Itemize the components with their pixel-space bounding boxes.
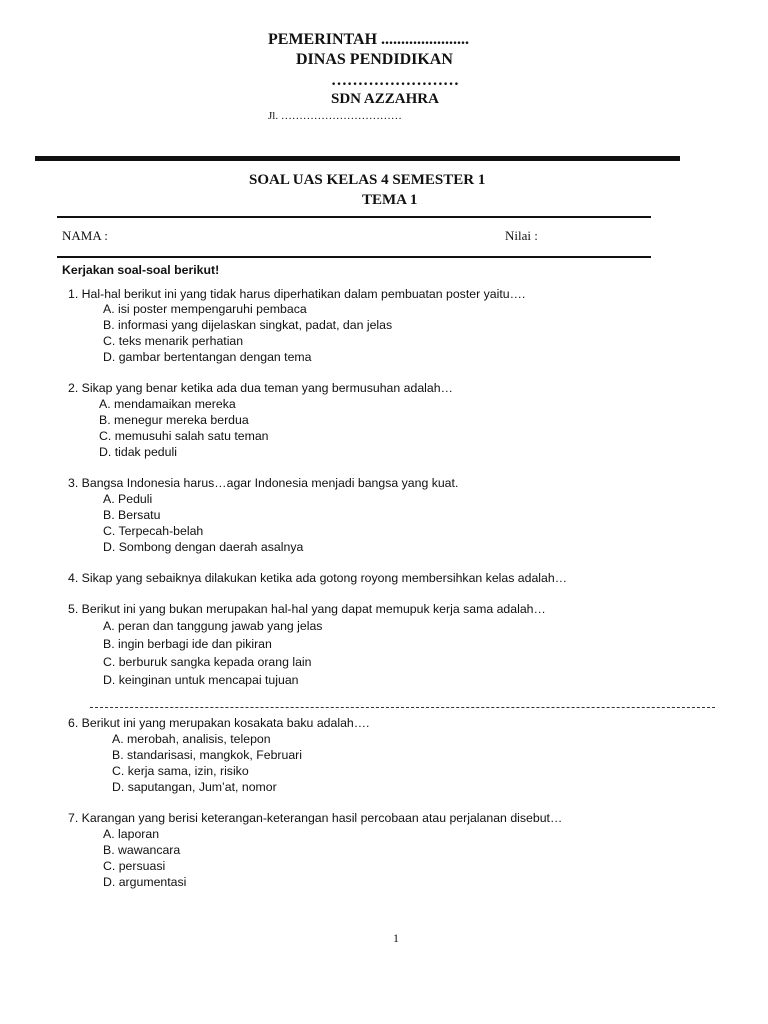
letterhead-rule — [35, 156, 680, 161]
question-4: 4. Sikap yang sebaiknya dilakukan ketika ada gotong royong membersihkan kelas adalah… — [68, 571, 568, 585]
q5-option-b: B. ingin berbagi ide dan pikiran — [103, 637, 272, 651]
q2-option-c: C. memusuhi salah satu teman — [99, 429, 269, 443]
q2-option-d: D. tidak peduli — [99, 445, 177, 459]
exam-subtitle: TEMA 1 — [362, 192, 418, 208]
question-1: 1. Hal-hal berikut ini yang tidak harus diperhatikan dalam pembuatan poster yaitu…. — [68, 287, 526, 301]
question-2: 2. Sikap yang benar ketika ada dua teman yang bermusuhan adalah… — [68, 381, 453, 395]
q7-option-c: C. persuasi — [103, 859, 166, 873]
q6-option-a: A. merobah, analisis, telepon — [112, 732, 271, 746]
q7-option-a: A. laporan — [103, 827, 160, 841]
q1-option-c: C. teks menarik perhatian — [103, 334, 244, 348]
header-government: PEMERINTAH ...................... — [268, 31, 470, 48]
score-label: Nilai : — [505, 228, 538, 243]
q5-option-a: A. peran dan tanggung jawab yang jelas — [103, 619, 323, 633]
q3-option-c: C. Terpecah-belah — [103, 524, 204, 538]
question-3: 3. Bangsa Indonesia harus…agar Indonesia menjadi bangsa yang kuat. — [68, 476, 459, 490]
q7-option-b: B. wawancara — [103, 843, 181, 857]
name-label: NAMA : — [62, 228, 108, 243]
q3-option-d: D. Sombong dengan daerah asalnya — [103, 540, 304, 554]
question-7: 7. Karangan yang berisi keterangan-keterangan hasil percobaan atau perjalanan disebut… — [68, 811, 563, 825]
header-school: SDN AZZAHRA — [331, 91, 439, 107]
q3-option-b: B. Bersatu — [103, 508, 161, 522]
exam-title: SOAL UAS KELAS 4 SEMESTER 1 — [249, 172, 486, 188]
header-dots: …………………… — [331, 72, 459, 89]
header-address: Jl. …………………………… — [268, 110, 402, 122]
header-department: DINAS PENDIDIKAN — [296, 51, 453, 68]
page-number: 1 — [393, 931, 399, 945]
q1-option-b: B. informasi yang dijelaskan singkat, padat, dan jelas — [103, 318, 393, 332]
question-6: 6. Berikut ini yang merupakan kosakata baku adalah…. — [68, 716, 370, 730]
q1-option-a: A. isi poster mempengaruhi pembaca — [103, 302, 307, 316]
q7-option-d: D. argumentasi — [103, 875, 187, 889]
q6-option-d: D. saputangan, Jum’at, nomor — [112, 780, 277, 794]
q3-option-a: A. Peduli — [103, 492, 153, 506]
q6-option-c: C. kerja sama, izin, risiko — [112, 764, 249, 778]
q5-option-c: C. berburuk sangka kepada orang lain — [103, 655, 312, 669]
name-box-top-rule — [57, 216, 651, 218]
name-box-bottom-rule — [57, 256, 651, 258]
q2-option-a: A. mendamaikan mereka — [99, 397, 236, 411]
dashed-separator — [90, 707, 715, 708]
q5-option-d: D. keinginan untuk mencapai tujuan — [103, 673, 299, 687]
question-5: 5. Berikut ini yang bukan merupakan hal-hal yang dapat memupuk kerja sama adalah… — [68, 602, 546, 616]
q1-option-d: D. gambar bertentangan dengan tema — [103, 350, 312, 364]
q2-option-b: B. menegur mereka berdua — [99, 413, 249, 427]
instruction: Kerjakan soal-soal berikut! — [62, 263, 220, 277]
q6-option-b: B. standarisasi, mangkok, Februari — [112, 748, 303, 762]
